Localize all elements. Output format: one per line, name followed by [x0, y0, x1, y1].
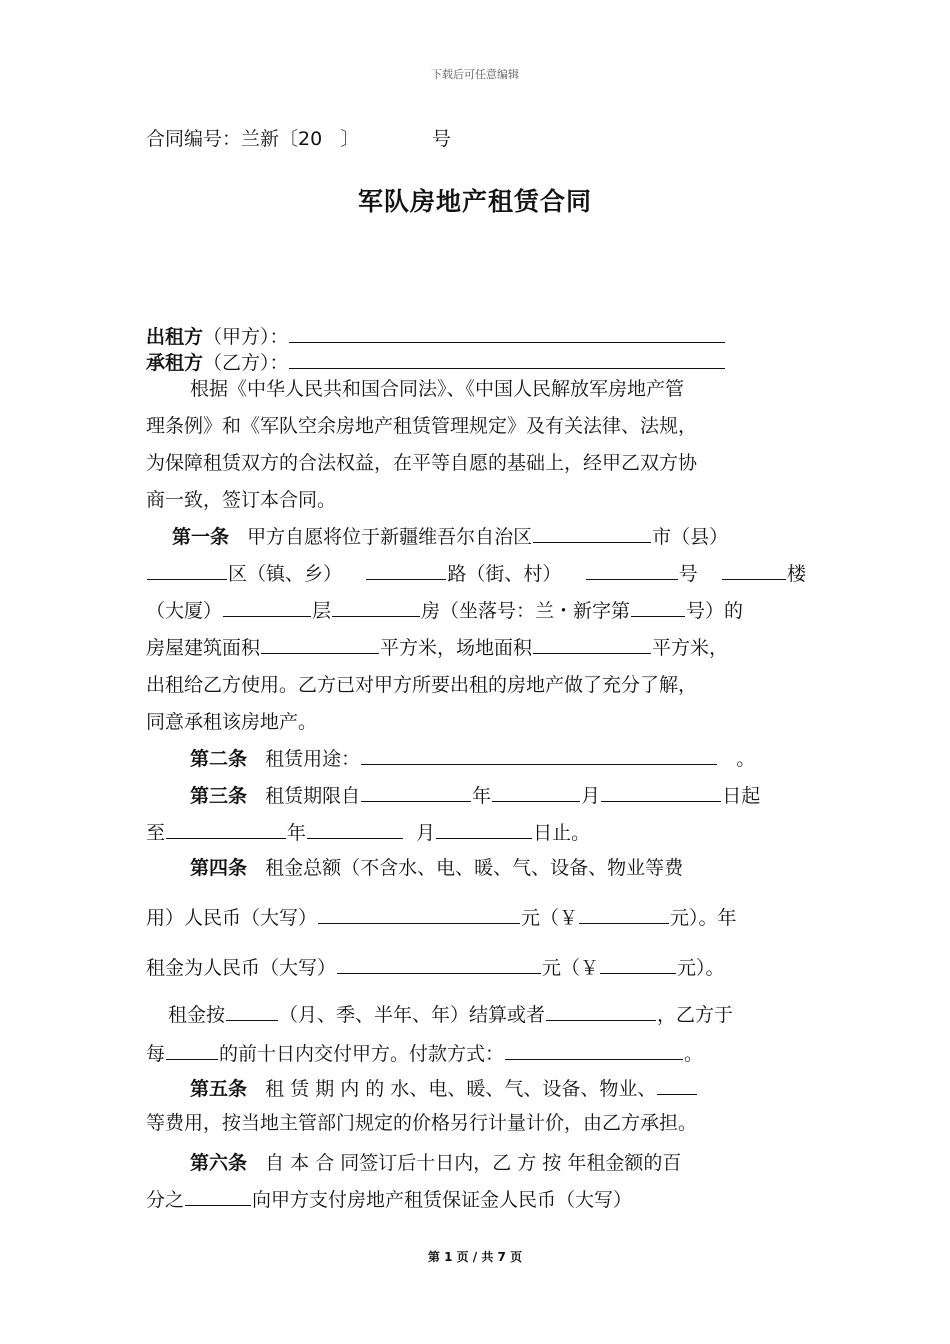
article-1-text: 楼	[786, 563, 806, 585]
deposit-percent-blank[interactable]	[185, 1187, 251, 1206]
article-1-line-6: 同意承租该房地产。	[146, 711, 318, 733]
contract-number-bracket: 〕	[340, 128, 360, 150]
article-6-text: 分之	[146, 1189, 185, 1211]
article-2	[190, 744, 806, 772]
contract-number-suffix: 号	[431, 128, 451, 150]
payment-method-blank[interactable]	[505, 1041, 683, 1060]
preamble-line-2: 理条例》和《军队空余房地产租赁管理规定》及有关法律、法规，	[146, 415, 698, 437]
document-title: 军队房地产租赁合同	[357, 187, 592, 216]
end-day-blank[interactable]	[436, 820, 532, 839]
article-1-text: （大厦）	[146, 600, 223, 622]
settlement-other-blank[interactable]	[546, 1002, 656, 1021]
total-rent-words-blank[interactable]	[318, 905, 520, 924]
building-blank[interactable]	[722, 561, 786, 580]
article-3-text: 日止。	[533, 822, 591, 844]
lessor-label: 出租方	[146, 326, 204, 348]
preamble-line-3: 为保障租赁双方的合法权益，在平等自愿的基础上，经甲乙双方协	[146, 452, 698, 474]
article-1-text: 路（街、村）	[447, 563, 562, 585]
article-6-line-1	[190, 1148, 806, 1176]
article-4-text: （月、季、半年、年）结算或者	[279, 1004, 546, 1026]
road-blank[interactable]	[366, 561, 446, 580]
article-4-text: 租金总额（不含水、电、暖、气、设备、物业等费	[265, 857, 684, 879]
article-5-line-2: 等费用，按当地主管部门规定的价格另行计量计价，由乙方承担。	[146, 1112, 698, 1134]
article-2-text: 租赁用途：	[265, 748, 361, 770]
article-1-text: 层	[312, 600, 332, 622]
article-1-text: 平方米，场地面积	[380, 637, 533, 659]
contract-number	[146, 124, 451, 151]
article-5-line-1	[190, 1074, 806, 1102]
article-4-text: 元）。	[677, 957, 725, 979]
article-4-line-4	[168, 1000, 806, 1028]
end-year-blank[interactable]	[166, 820, 286, 839]
payment-period-blank[interactable]	[166, 1041, 218, 1060]
article-4-text: 的前十日内交付甲方。付款方式：	[219, 1043, 505, 1065]
article-4-line-3	[146, 953, 806, 981]
article-3-line-1	[190, 781, 806, 809]
article-1-label: 第一条	[172, 526, 230, 548]
article-1-text: 房（坐落号：兰・新字第	[421, 600, 631, 622]
article-4-text: 元（￥	[521, 907, 579, 929]
article-4-label: 第四条	[190, 857, 248, 879]
preamble-line-1: 根据《中华人民共和国合同法》、《中国人民解放军房地产管	[190, 378, 685, 400]
annual-rent-amount-blank[interactable]	[600, 955, 676, 974]
article-4-text: 租金为人民币（大写）	[146, 957, 337, 979]
end-month-blank[interactable]	[307, 820, 403, 839]
total-rent-amount-blank[interactable]	[579, 905, 669, 924]
article-1-text: 号	[678, 563, 698, 585]
lessor-line	[146, 322, 725, 346]
seat-number-blank[interactable]	[631, 598, 685, 617]
contract-number-label: 合同编号：兰新〔20	[146, 128, 323, 150]
article-1-text: 号）的	[686, 600, 744, 622]
article-6-label: 第六条	[190, 1152, 248, 1174]
article-1-text: 市（县）	[652, 526, 729, 548]
article-5-text: 租 赁 期 内 的 水、电、暖、气、设备、物业、	[265, 1078, 657, 1100]
article-1-line-2	[146, 559, 806, 587]
lessee-paren: （乙方）：	[203, 352, 289, 374]
annual-rent-words-blank[interactable]	[337, 955, 541, 974]
article-3-line-2	[146, 818, 806, 846]
article-1-text: 区（镇、乡）	[228, 563, 343, 585]
room-blank[interactable]	[332, 598, 420, 617]
article-4-text: ，乙方于	[657, 1004, 734, 1026]
lessee-blank[interactable]	[289, 352, 725, 369]
floor-blank[interactable]	[223, 598, 311, 617]
article-6-line-2	[146, 1185, 806, 1213]
article-2-label: 第二条	[190, 748, 248, 770]
article-3-label: 第三条	[190, 785, 248, 807]
article-4-line-2	[146, 903, 806, 931]
article-1-line-4	[146, 633, 806, 661]
lessee-line	[146, 348, 725, 372]
article-4-text: 每	[146, 1043, 166, 1065]
start-year-blank[interactable]	[361, 783, 471, 802]
header-note: 下载后可任意编辑	[431, 68, 519, 81]
start-month-blank[interactable]	[492, 783, 580, 802]
article-3-text: 月	[581, 785, 601, 807]
page-footer: 第 1 页 / 共 7 页	[427, 1250, 523, 1264]
article-5-label: 第五条	[190, 1078, 248, 1100]
article-3-text: 至	[146, 822, 166, 844]
start-day-blank[interactable]	[601, 783, 721, 802]
article-3-text: 日起	[722, 785, 761, 807]
usage-blank[interactable]	[361, 746, 717, 765]
settlement-period-blank[interactable]	[226, 1002, 278, 1021]
city-blank[interactable]	[533, 524, 651, 543]
article-3-text: 年	[287, 822, 307, 844]
lessor-blank[interactable]	[289, 326, 725, 343]
article-4-line-5	[146, 1039, 806, 1067]
article-6-text: 向甲方支付房地产租赁保证金人民币（大写）	[252, 1189, 633, 1211]
lessee-label: 承租方	[146, 352, 204, 374]
article-1-line-3	[146, 596, 806, 624]
article-6-text: 自 本 合 同签订后十日内，乙 方 按 年租金额的百	[265, 1152, 682, 1174]
number-blank[interactable]	[586, 561, 678, 580]
site-area-blank[interactable]	[533, 635, 651, 654]
building-area-blank[interactable]	[261, 635, 379, 654]
article-4-text: 。	[684, 1043, 704, 1065]
article-1-text: 甲方自愿将位于新疆维吾尔自治区	[247, 526, 533, 548]
article-1-line-1	[172, 522, 806, 550]
article-3-text: 租赁期限自	[265, 785, 361, 807]
article-4-text: 元（￥	[542, 957, 600, 979]
article-1-text: 房屋建筑面积	[146, 637, 261, 659]
article-4-text: 用）人民币（大写）	[146, 907, 318, 929]
other-fees-blank[interactable]	[657, 1076, 697, 1095]
article-1-line-5: 出租给乙方使用。乙方已对甲方所要出租的房地产做了充分了解，	[146, 674, 698, 696]
lessor-paren: （甲方）：	[203, 326, 289, 348]
district-blank[interactable]	[147, 561, 227, 580]
article-3-text: 月	[416, 822, 436, 844]
article-2-text: 。	[736, 748, 756, 770]
article-1-text: 平方米，	[652, 637, 729, 659]
article-4-line-1	[190, 853, 806, 881]
article-4-text: 元）。年	[670, 907, 737, 929]
article-3-text: 年	[472, 785, 492, 807]
article-4-text: 租金按	[168, 1004, 226, 1026]
preamble-line-4: 商一致，签订本合同。	[146, 489, 337, 511]
